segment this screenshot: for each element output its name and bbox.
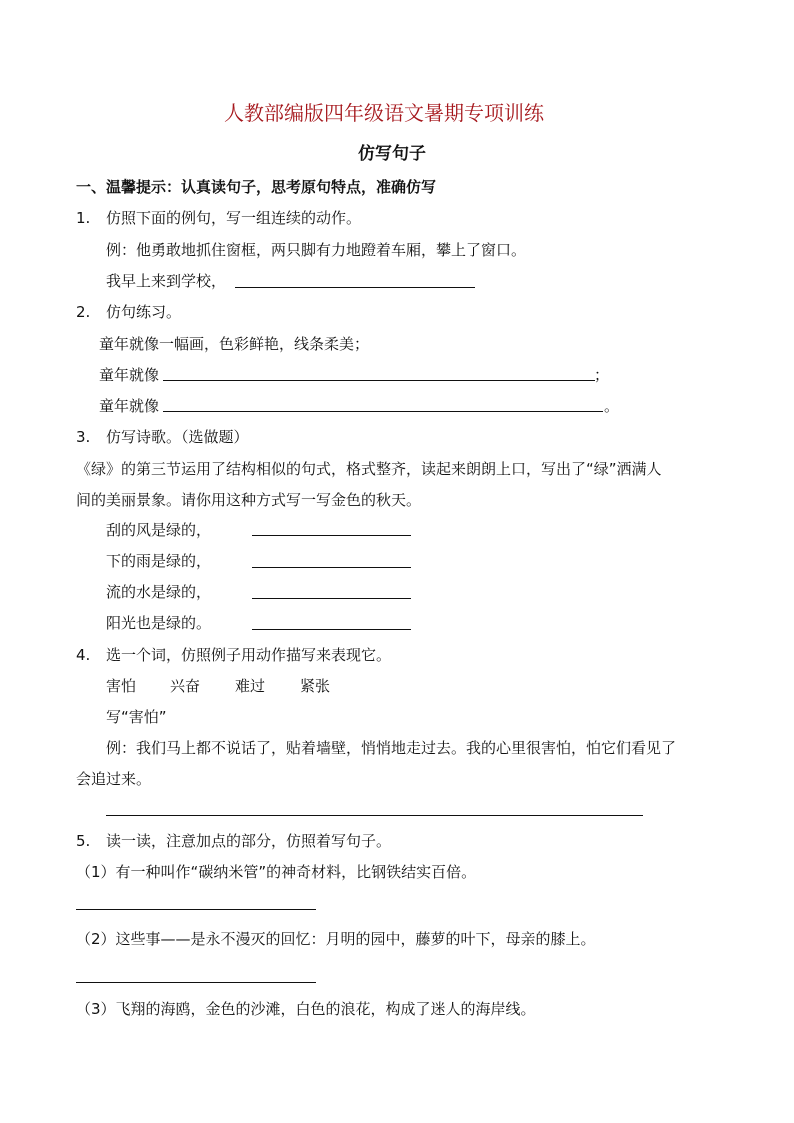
q1-example: 例：他勇敢地抓住窗框，两只脚有力地蹬着车厢，攀上了窗口。 bbox=[106, 241, 527, 259]
q4-word: 紧张 bbox=[300, 677, 331, 695]
q4-write-label: 写“害怕” bbox=[106, 708, 167, 726]
q2-line2-suffix: 。 bbox=[604, 397, 620, 415]
q3-answer-line[interactable] bbox=[252, 629, 411, 630]
section-heading: 一、温馨提示：认真读句子，思考原句特点，准确仿写 bbox=[76, 178, 437, 196]
q4-answer-line[interactable] bbox=[106, 815, 643, 816]
q4-number: 4. bbox=[76, 646, 91, 664]
q4-word: 害怕 bbox=[106, 677, 137, 695]
q3-answer-line[interactable] bbox=[252, 535, 411, 536]
q3-answer-line[interactable] bbox=[252, 567, 411, 568]
q2-answer-line-2[interactable] bbox=[163, 411, 603, 412]
q3-description-line-1: 《绿》的第三节运用了结构相似的句式，格式整齐，读起来朗朗上口，写出了“绿”洒满人 bbox=[76, 460, 662, 478]
q4-word: 难过 bbox=[235, 677, 266, 695]
page-title: 人教部编版四年级语文暑期专项训练 bbox=[224, 101, 544, 125]
q2-text: 仿句练习。 bbox=[106, 303, 182, 321]
q1-answer-line[interactable] bbox=[235, 287, 475, 288]
q5-text: 读一读，注意加点的部分，仿照着写句子。 bbox=[106, 832, 392, 850]
q3-text: 仿写诗歌。（选做题） bbox=[106, 428, 249, 446]
q2-answer-line-1[interactable] bbox=[163, 380, 595, 381]
q5-item: （3）飞翔的海鸥，金色的沙滩，白色的浪花，构成了迷人的海岸线。 bbox=[76, 1000, 536, 1018]
q2-example: 童年就像一幅画，色彩鲜艳，线条柔美； bbox=[99, 335, 370, 353]
q3-answer-line[interactable] bbox=[252, 598, 411, 599]
q4-text: 选一个词，仿照例子用动作描写来表现它。 bbox=[106, 646, 392, 664]
q3-number: 3. bbox=[76, 428, 91, 446]
q2-line2-prefix: 童年就像 bbox=[99, 397, 160, 415]
page-subtitle: 仿写句子 bbox=[358, 144, 426, 164]
q5-item: （2）这些事——是永不漫灭的回忆：月明的园中，藤萝的叶下，母亲的膝上。 bbox=[76, 930, 596, 948]
q1-text: 仿照下面的例句，写一组连续的动作。 bbox=[106, 209, 362, 227]
q4-example-line-2: 会追过来。 bbox=[76, 770, 152, 788]
q3-poem-line: 下的雨是绿的， bbox=[106, 552, 212, 570]
q3-poem-line: 流的水是绿的， bbox=[106, 583, 212, 601]
q2-line1-suffix: ； bbox=[594, 366, 610, 384]
q5-answer-line[interactable] bbox=[76, 982, 316, 983]
q4-word: 兴奋 bbox=[170, 677, 201, 695]
q3-description-line-2: 间的美丽景象。请你用这种方式写一写金色的秋天。 bbox=[76, 491, 422, 509]
q5-answer-line[interactable] bbox=[76, 909, 316, 910]
q5-number: 5. bbox=[76, 832, 91, 850]
q5-item: （1）有一种叫作“碳纳米管”的神奇材料，比钢铁结实百倍。 bbox=[76, 863, 477, 881]
q1-prompt: 我早上来到学校， bbox=[106, 272, 227, 290]
q4-example-line-1: 例：我们马上都不说话了，贴着墙壁，悄悄地走过去。我的心里很害怕，怕它们看见了 bbox=[106, 739, 677, 757]
q2-number: 2. bbox=[76, 303, 91, 321]
q1-number: 1. bbox=[76, 209, 91, 227]
q3-poem-line: 阳光也是绿的。 bbox=[106, 614, 212, 632]
q2-line1-prefix: 童年就像 bbox=[99, 366, 160, 384]
q3-poem-line: 刮的风是绿的， bbox=[106, 521, 212, 539]
